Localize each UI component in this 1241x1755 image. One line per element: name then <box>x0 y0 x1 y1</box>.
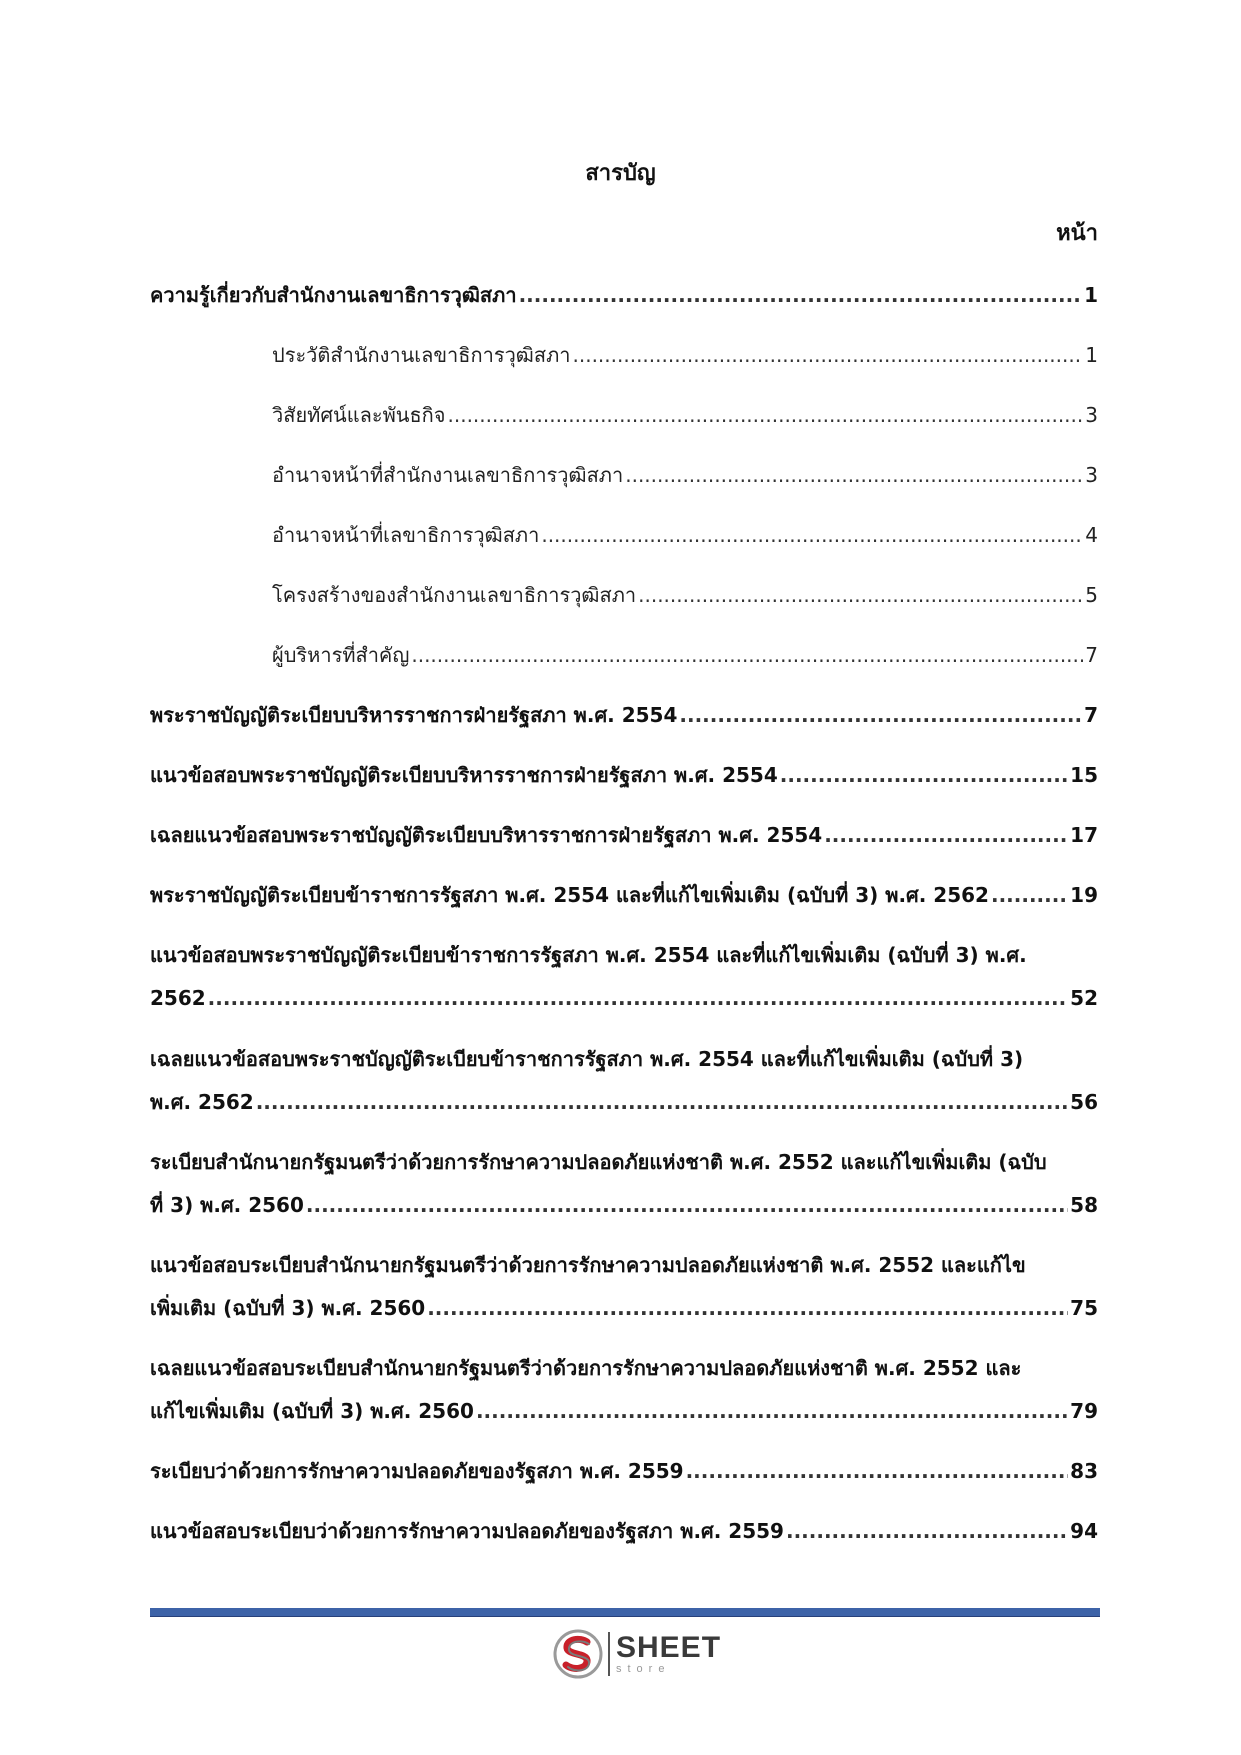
toc-entry[interactable] <box>150 877 1098 913</box>
toc-entry-page: 7 <box>1084 703 1098 727</box>
footer-divider-bar <box>150 1608 1100 1617</box>
toc-leader-dots <box>306 1187 1068 1223</box>
toc-entry[interactable] <box>150 277 1098 313</box>
logo-subtitle: store <box>616 1663 671 1675</box>
sheet-store-logo-icon <box>552 1628 604 1680</box>
toc-entry-page: 3 <box>1085 403 1098 427</box>
toc-entry-text: พ.ศ. 2562 <box>150 1090 254 1114</box>
toc-entry-text: ที่ 3) พ.ศ. 2560 <box>150 1193 304 1217</box>
toc-leader-dots <box>208 980 1068 1016</box>
toc-entry[interactable] <box>272 397 1098 433</box>
toc-entry[interactable] <box>150 1187 1098 1223</box>
toc-entry-page: 75 <box>1070 1296 1098 1320</box>
toc-entry[interactable] <box>150 1084 1098 1120</box>
toc-entry-text: พระราชบัญญัติระเบียบบริหารราชการฝ่ายรัฐสภา พ.ศ. 2554 <box>150 703 678 727</box>
toc-leader-dots <box>638 577 1083 613</box>
toc-leader-dots <box>573 337 1084 373</box>
page-column-label: หน้า <box>1056 221 1098 246</box>
toc-leader-dots <box>625 457 1083 493</box>
toc-entry-page: 58 <box>1070 1193 1098 1217</box>
toc-entry-page: 4 <box>1085 523 1098 547</box>
toc-entry-page: 1 <box>1085 343 1098 367</box>
toc-entry[interactable] <box>272 517 1098 553</box>
toc-leader-dots <box>411 637 1083 673</box>
toc-entry-text: ประวัติสำนักงานเลขาธิการวุฒิสภา <box>272 343 571 367</box>
toc-entry-text: แนวข้อสอบระเบียบว่าด้วยการรักษาความปลอดภัยของรัฐสภา พ.ศ. 2559 <box>150 1519 784 1543</box>
toc-entry[interactable] <box>150 980 1098 1016</box>
toc-entry-line1[interactable]: เฉลยแนวข้อสอบระเบียบสำนักนายกรัฐมนตรีว่าด้วยการรักษาความปลอดภัยแห่งชาติ พ.ศ. 2552 และ <box>150 1356 1022 1380</box>
toc-leader-dots <box>256 1084 1068 1120</box>
toc-entry-text: วิสัยทัศน์และพันธกิจ <box>272 403 446 427</box>
toc-entry-page: 19 <box>1070 883 1098 907</box>
toc-entry-line1[interactable]: แนวข้อสอบระเบียบสำนักนายกรัฐมนตรีว่าด้วยการรักษาความปลอดภัยแห่งชาติ พ.ศ. 2552 และแก้ไข <box>150 1253 1026 1277</box>
toc-entry[interactable] <box>150 1290 1098 1326</box>
toc-leader-dots <box>686 1453 1069 1489</box>
toc-entry-page: 52 <box>1070 986 1098 1010</box>
toc-leader-dots <box>427 1290 1068 1326</box>
toc-entry-page: 83 <box>1070 1459 1098 1483</box>
toc-entry-text: แนวข้อสอบพระราชบัญญัติระเบียบบริหารราชการฝ่ายรัฐสภา พ.ศ. 2554 <box>150 763 778 787</box>
toc-entry[interactable] <box>150 1513 1098 1549</box>
toc-entry-text: พระราชบัญญัติระเบียบข้าราชการรัฐสภา พ.ศ. 2554 และที่แก้ไขเพิ่มเติม (ฉบับที่ 3) พ.ศ. 2562 <box>150 883 989 907</box>
toc-entry-text: อำนาจหน้าที่เลขาธิการวุฒิสภา <box>272 523 540 547</box>
toc-leader-dots <box>541 517 1083 553</box>
page-title: สารบัญ <box>585 161 656 186</box>
toc-entry[interactable] <box>150 817 1098 853</box>
toc-entry[interactable] <box>150 757 1098 793</box>
toc-entry-text: แก้ไขเพิ่มเติม (ฉบับที่ 3) พ.ศ. 2560 <box>150 1399 474 1423</box>
toc-leader-dots <box>780 757 1068 793</box>
logo-separator <box>608 1632 610 1676</box>
toc-leader-dots <box>679 697 1082 733</box>
toc-entry[interactable] <box>150 1453 1098 1489</box>
toc-entry-text: อำนาจหน้าที่สำนักงานเลขาธิการวุฒิสภา <box>272 463 624 487</box>
toc-entry-text: ผู้บริหารที่สำคัญ <box>272 643 410 667</box>
toc-leader-dots <box>991 877 1068 913</box>
toc-entry-page: 15 <box>1070 763 1098 787</box>
toc-leader-dots <box>448 397 1084 433</box>
toc-entry-text: ระเบียบว่าด้วยการรักษาความปลอดภัยของรัฐสภา พ.ศ. 2559 <box>150 1459 684 1483</box>
toc-entry-page: 3 <box>1085 463 1098 487</box>
toc-entry[interactable] <box>272 577 1098 613</box>
toc-leader-dots <box>786 1513 1068 1549</box>
toc-entry-line1[interactable]: เฉลยแนวข้อสอบพระราชบัญญัติระเบียบข้าราชการรัฐสภา พ.ศ. 2554 และที่แก้ไขเพิ่มเติม (ฉบับที่ 3) <box>150 1047 1024 1071</box>
toc-entry-text: 2562 <box>150 986 206 1010</box>
toc-entry-page: 17 <box>1070 823 1098 847</box>
logo-name: SHEET <box>616 1631 722 1664</box>
toc-entry-page: 7 <box>1085 643 1098 667</box>
toc-entry[interactable] <box>272 637 1098 673</box>
toc-entry-text: เพิ่มเติม (ฉบับที่ 3) พ.ศ. 2560 <box>150 1296 426 1320</box>
toc-entry-text: โครงสร้างของสำนักงานเลขาธิการวุฒิสภา <box>272 583 637 607</box>
toc-entry-text: เฉลยแนวข้อสอบพระราชบัญญัติระเบียบบริหารราชการฝ่ายรัฐสภา พ.ศ. 2554 <box>150 823 823 847</box>
toc-entry-page: 79 <box>1070 1399 1098 1423</box>
toc-entry-page: 94 <box>1070 1519 1098 1543</box>
toc-leader-dots <box>476 1393 1068 1429</box>
toc-entry[interactable] <box>150 1393 1098 1429</box>
toc-entry-page: 1 <box>1084 283 1098 307</box>
toc-entry[interactable] <box>272 337 1098 373</box>
toc-entry-page: 5 <box>1085 583 1098 607</box>
toc-entry-text: ความรู้เกี่ยวกับสำนักงานเลขาธิการวุฒิสภา <box>150 283 517 307</box>
toc-leader-dots <box>824 817 1068 853</box>
toc-entry-line1[interactable]: แนวข้อสอบพระราชบัญญัติระเบียบข้าราชการรัฐสภา พ.ศ. 2554 และที่แก้ไขเพิ่มเติม (ฉบับที่ 3) พ.ศ. <box>150 943 1027 967</box>
toc-entry[interactable] <box>150 697 1098 733</box>
logo-wordmark <box>616 1633 721 1675</box>
toc-entry-line1[interactable]: ระเบียบสำนักนายกรัฐมนตรีว่าด้วยการรักษาความปลอดภัยแห่งชาติ พ.ศ. 2552 และแก้ไขเพิ่มเติม (ฉบับ <box>150 1150 1047 1174</box>
sheet-store-logo <box>552 1626 722 1682</box>
toc-entry-page: 56 <box>1070 1090 1098 1114</box>
toc-leader-dots <box>519 277 1083 313</box>
toc-entry[interactable] <box>272 457 1098 493</box>
